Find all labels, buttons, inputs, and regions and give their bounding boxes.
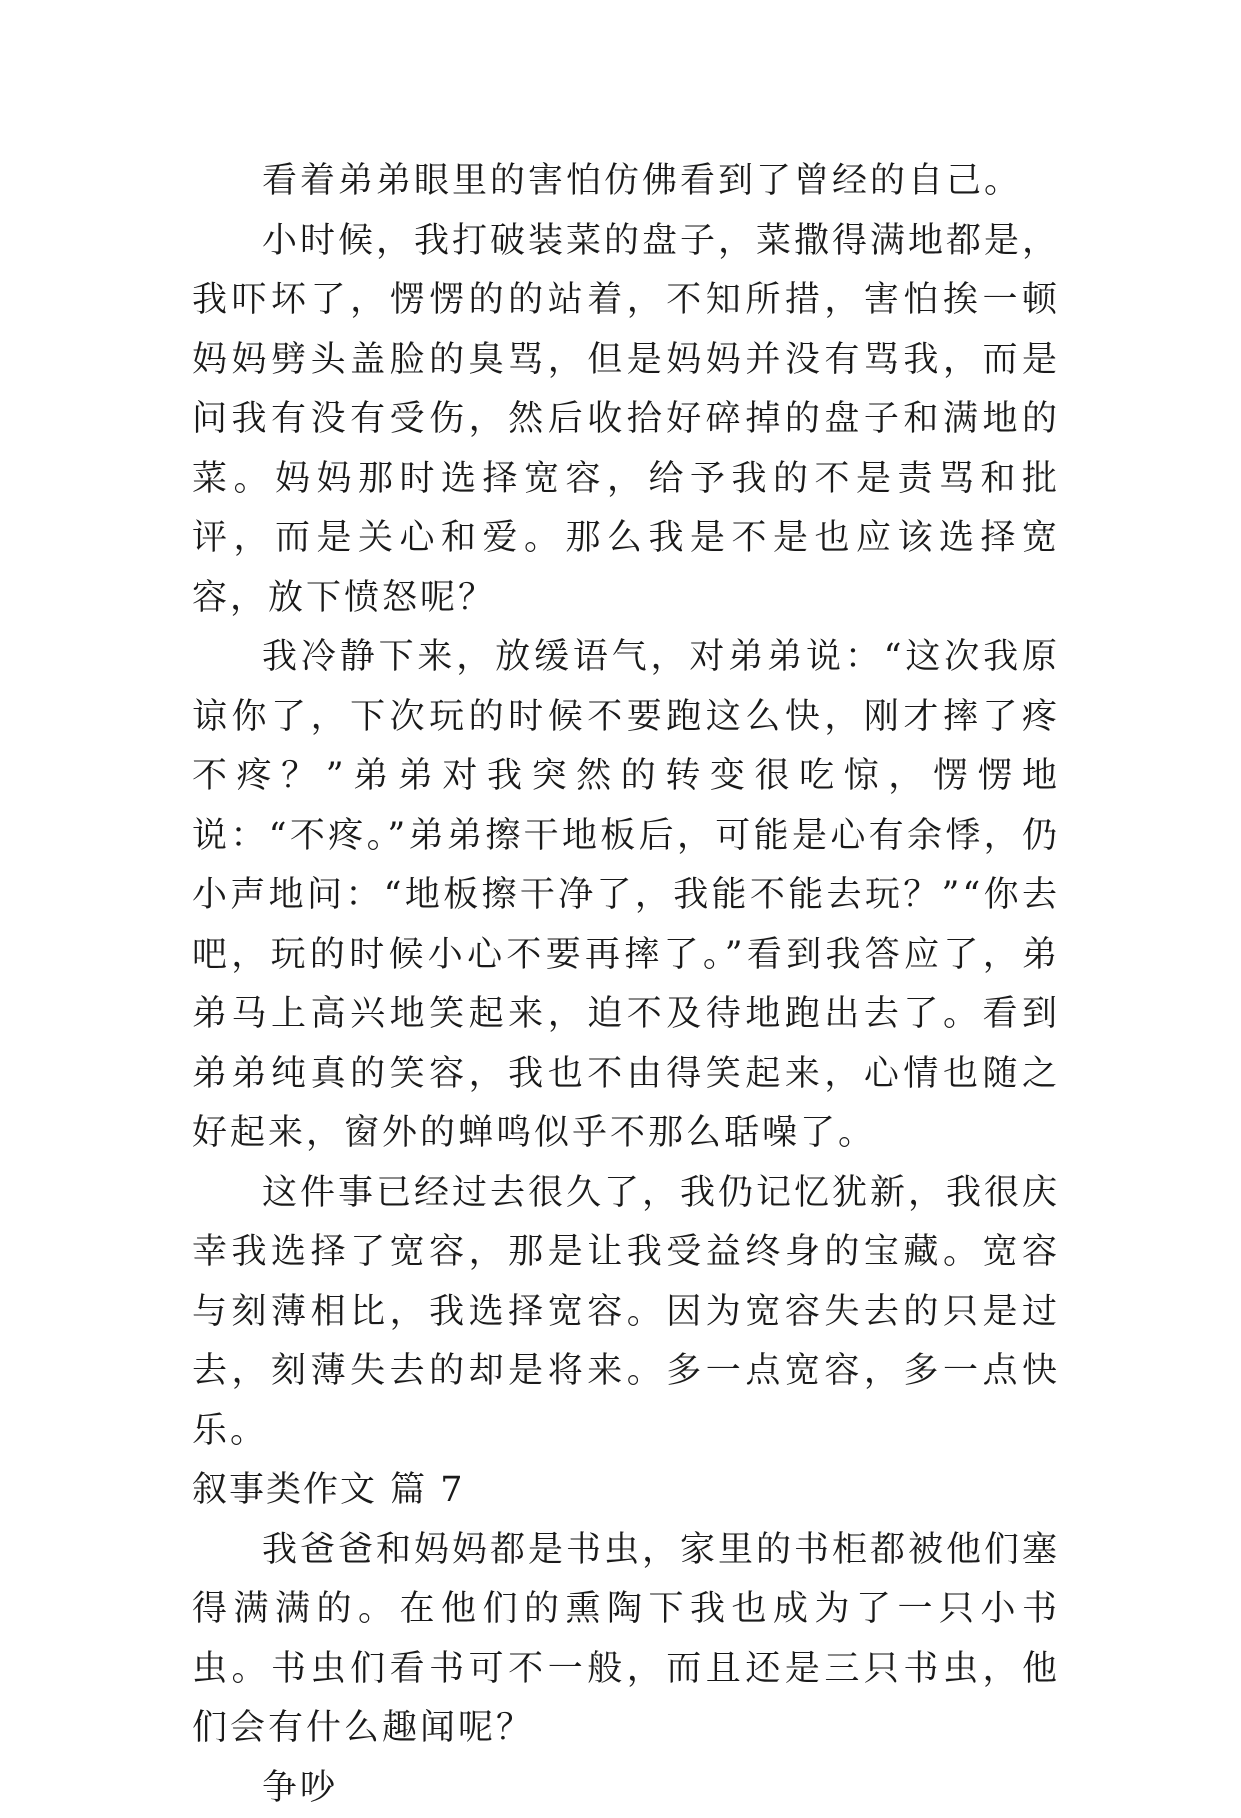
paragraph: 这件事已经过去很久了，我仍记忆犹新，我很庆幸我选择了宽容，那是让我受益终身的宝藏。宽容与刻薄相比，我选择宽容。因为宽容失去的只是过去，刻薄失去的却是将来。多一点宽容，多一点快乐。 [192, 1164, 1060, 1462]
document-body [192, 152, 1060, 1818]
paragraph: 看着弟弟眼里的害怕仿佛看到了曾经的自己。 [192, 152, 1060, 212]
paragraph: 我爸爸和妈妈都是书虫，家里的书柜都被他们塞得满满的。在他们的熏陶下我也成为了一只小书虫。书虫们看书可不一般，而且还是三只书虫，他们会有什么趣闻呢？ [192, 1521, 1060, 1759]
paragraph: 我冷静下来，放缓语气，对弟弟说：“这次我原谅你了，下次玩的时候不要跑这么快，刚才摔了疼不疼？”弟弟对我突然的转变很吃惊，愣愣地说：“不疼。”弟弟擦干地板后，可能是心有余悸，仍小声地问：“地板擦干净了，我能不能去玩？”“你去吧，玩的时候小心不要再摔了。”看到我答应了，弟弟马上高兴地笑起来，迫不及待地跑出去了。看到弟弟纯真的笑容，我也不由得笑起来，心情也随之好起来，窗外的蝉鸣似乎不那么聒噪了。 [192, 628, 1060, 1164]
paragraph: 小时候，我打破装菜的盘子，菜撒得满地都是，我吓坏了，愣愣的的站着，不知所措，害怕挨一顿妈妈劈头盖脸的臭骂，但是妈妈并没有骂我，而是问我有没有受伤，然后收拾好碎掉的盘子和满地的菜。妈妈那时选择宽容，给予我的不是责骂和批评，而是关心和爱。那么我是不是也应该选择宽容，放下愤怒呢？ [192, 212, 1060, 629]
paragraph: 争吵 [192, 1759, 1060, 1818]
section-heading: 叙事类作文 篇 7 [192, 1461, 1060, 1521]
